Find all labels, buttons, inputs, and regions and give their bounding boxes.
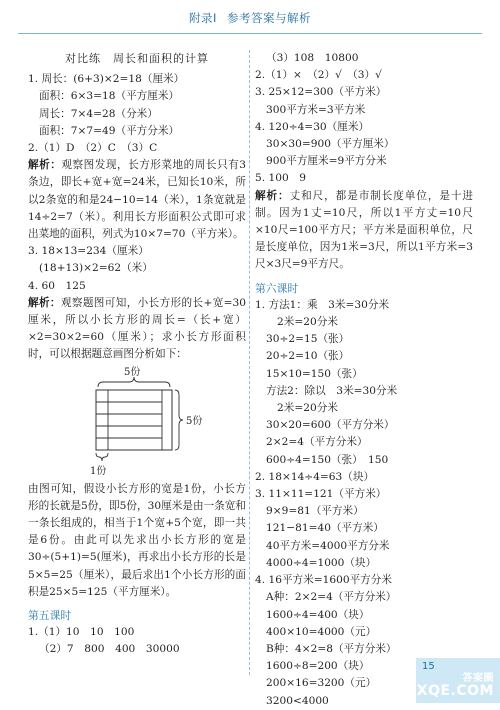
analysis-2	[28, 157, 246, 243]
lesson-6-answer-1-j: 600÷4=150（张） 150	[266, 453, 389, 466]
lesson-6-answer-4-b: A种：2×2=4（平方分米）	[266, 591, 397, 604]
lesson-6-answer-1-f: 方法2：除以 3米=30分米	[266, 384, 398, 397]
section-title: 对比练 周长和面积的计算	[65, 52, 209, 65]
answer-3-line-2: (18+13)×2=62（米）	[39, 262, 153, 275]
lesson-5-title: 第五课时	[28, 609, 72, 623]
analysis-4	[28, 295, 246, 364]
analysis-2-text: 观察图发现，长方形菜地的周长只有3条边，即长+宽+宽=24米，已知长10米，所以2条宽的和是24−10=14（米），1条宽就是14÷2=7（米）。利用长方形面积公式即可求出菜地的面积，列式为10×7=70（平方米）。	[28, 159, 246, 241]
right-brace-label: 5份	[186, 415, 203, 427]
answer-1-line-2: 面积：6×3=18（平方厘米）	[39, 90, 180, 103]
lesson-6-answer-4: 4. 16平方米=1600平方分米	[255, 574, 392, 587]
rectangle-diagram-svg	[28, 366, 246, 479]
lesson-5-answer-4: 4. 120÷4=30（厘米）	[255, 120, 370, 133]
page-number: 15	[422, 661, 435, 672]
lesson-5-answer-1-c: （3）108 10800	[266, 52, 359, 64]
page-header	[0, 0, 500, 44]
lesson-6-answer-1-c: 30÷2=15（张）	[266, 333, 350, 346]
analysis-label: 解析：	[28, 296, 61, 309]
analysis-4-text: 观察题图可知，小长方形的长+宽=30厘米，所以小长方形的周长=（长+宽）×2=30×2=60（厘米）；求小长方形面积时，可以根据题意画图分析如下：	[28, 296, 247, 361]
lesson-6-answer-3-e: 4000÷4=1000（块）	[266, 556, 377, 569]
lesson-6-answer-4-d: 400×10=4000（元）	[266, 625, 377, 638]
watermark: MXQE.COM	[402, 683, 494, 699]
appendix-label: 附录Ⅰ	[189, 11, 217, 25]
answers-label: 参考答案与解析	[226, 11, 311, 25]
lesson-6-answer-1-b: 2米=20分米	[277, 316, 338, 329]
page-number-tab	[402, 658, 500, 703]
answer-2: 2.（1）D （2）C （3）C	[28, 142, 158, 155]
answer-3-line-1: 3. 18×13=234（厘米）	[28, 245, 149, 258]
lesson-6-answer-3: 3. 11×11=121（平方米）	[255, 488, 387, 501]
lesson-5-answer-1-b: （2）7 800 400 30000	[39, 643, 180, 656]
lesson-5-answer-4-b: 30×30=900（平方厘米）	[266, 138, 395, 151]
lesson-6-answer-4-f: 1600÷8=200（块）	[266, 660, 370, 673]
lesson-6-answer-3-b: 9×9=81（平方米）	[266, 505, 364, 518]
bottom-brace-label: 1份	[90, 465, 107, 477]
right-column	[255, 44, 473, 710]
analysis-label: 解析：	[255, 189, 290, 202]
top-brace-label: 5份	[124, 366, 141, 378]
lesson-5-answer-3: 3. 25×12=300（平方米）	[255, 86, 387, 99]
lesson-6-answer-4-g: 200×16=3200（元）	[266, 677, 377, 690]
bottom-brace	[96, 453, 108, 461]
lesson-6-answer-4-e: B种：4×2=8（平方分米）	[266, 642, 397, 655]
lesson-5-answer-2: 2.（1）× （2）√ （3）√	[255, 69, 382, 82]
rectangle-diagram	[28, 366, 246, 479]
header-rule	[18, 33, 482, 34]
lesson-5-answer-5: 5. 100 9	[255, 172, 307, 185]
outer-rectangle	[96, 390, 172, 450]
lesson-6-answer-1-e: 15×10=150（张）	[266, 367, 363, 380]
column-divider	[249, 50, 250, 675]
answer-1-line-1: 1. 周长：(6+3)×2=18（厘米）	[28, 73, 185, 86]
top-brace	[98, 377, 170, 387]
left-column	[28, 44, 246, 659]
analysis-label: 解析：	[28, 159, 62, 172]
lesson-6-answer-4-c: 1600÷4=400（块）	[266, 608, 370, 621]
answer-4: 4. 60 125	[28, 279, 86, 292]
lesson-5-answer-3-b: 300平方米=3平方米	[266, 103, 366, 116]
lesson-5-answer-4-c: 900平方厘米=9平方分米	[266, 155, 387, 168]
lesson-6-answer-2: 2. 18×14÷4=63（块）	[255, 470, 375, 483]
lesson-6-answer-4-h: 3200<4000	[266, 694, 329, 707]
watermark-top: 答案圈	[462, 673, 494, 684]
lesson-6-answer-1-i: 2×2=4（平方分米）	[266, 436, 368, 449]
analysis-4-continued: 由图可知，假设小长方形的宽是1份，小长方形的长就是5份，即5份，30厘米是由一条宽和一条长组成的，相当于1个宽+5个宽，即一共是6份。由此可以先求出小长方形的宽是30÷(5+1)=5(厘米)，再求出小长方形的长是5×5=25（厘米），最后求出1个小长方形的面积是25×5=125（平方厘米）。	[28, 482, 246, 598]
lesson-6-answer-3-c: 121−81=40（平方米）	[266, 522, 384, 535]
analysis-5	[255, 188, 473, 274]
lesson-6-answer-1-h: 30×20=600（平方分米）	[266, 419, 395, 432]
lesson-6-answer-1: 1. 方法1：乘 3米=30分米	[255, 298, 390, 311]
answer-1-line-3: 周长：7×4=28（分米）	[39, 107, 158, 120]
answer-1-line-4: 面积：7×7=49（平方分米）	[39, 124, 180, 137]
lesson-6-title: 第六课时	[255, 281, 299, 295]
lesson-5-answer-1: 1.（1）10 10 100	[28, 626, 135, 639]
lesson-6-answer-3-d: 40平方米=4000平方分米	[266, 539, 390, 552]
right-brace	[175, 390, 183, 450]
analysis-5-text: 丈和尺，都是市制长度单位，是十进制。因为1丈=10尺，所以1平方丈=10尺×10尺=100平方尺；平方米是面积单位，尺是长度单位，因为1米=3尺，所以1平方米=3尺×3尺=9平方尺。	[255, 189, 474, 271]
lesson-6-answer-1-d: 20÷2=10（张）	[266, 350, 350, 363]
header-title	[0, 10, 500, 26]
lesson-6-answer-1-g: 2米=20分米	[277, 402, 338, 415]
